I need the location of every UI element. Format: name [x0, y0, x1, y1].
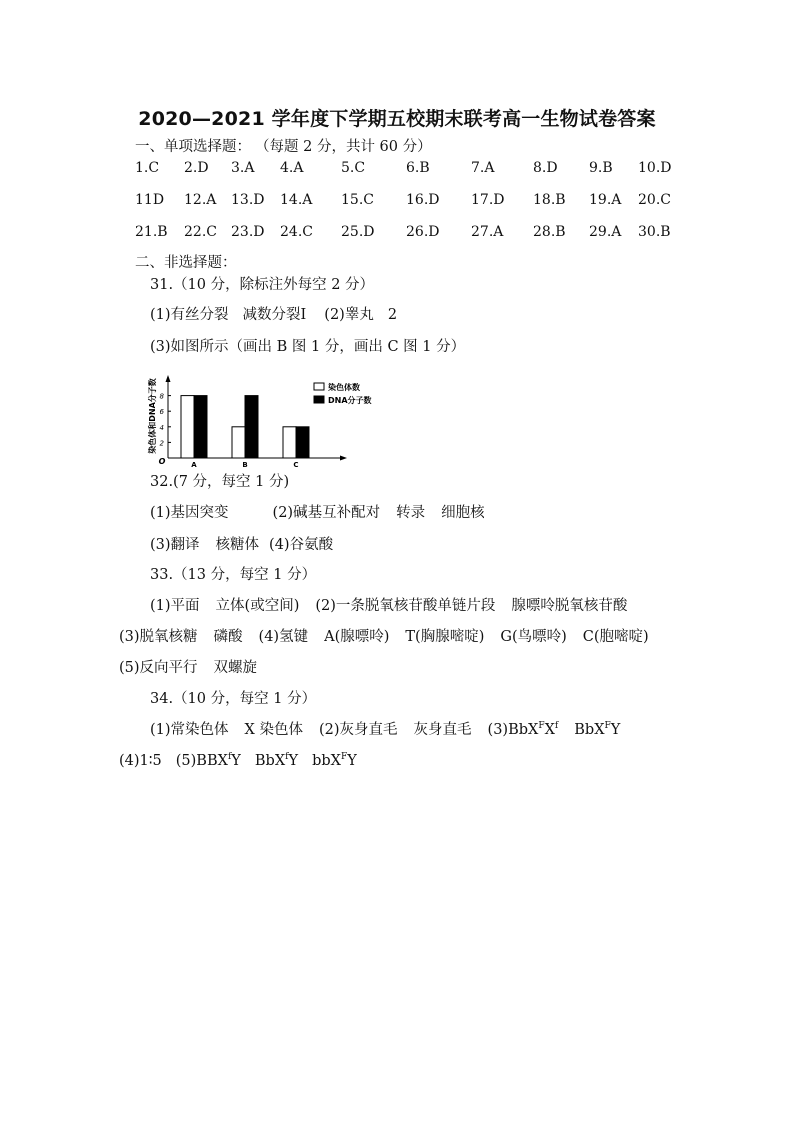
q31-blank-2: 减数分裂Ⅰ	[242, 307, 307, 323]
y-tick-label: 8	[159, 392, 164, 401]
answer-item: 14.A	[280, 192, 313, 208]
x-tick-label: C	[293, 461, 299, 469]
q33-line3	[119, 659, 275, 677]
legend-swatch	[314, 396, 324, 403]
section1-note: （每题 2 分，共计 60 分）	[255, 139, 432, 155]
x-tick-label: B	[242, 461, 248, 469]
q33-blank-9: T(胸腺嘧啶)	[405, 629, 485, 645]
q32-line1	[150, 504, 503, 522]
y-axis-arrow	[166, 375, 171, 382]
q33-blank-6: 磷酸	[213, 629, 243, 645]
q31-blank-1: (1)有丝分裂	[150, 307, 229, 323]
q33-blank-3: (2)一条脱氧核苷酸单链片段	[315, 598, 496, 614]
answer-item: 7.A	[471, 160, 495, 176]
answer-item: 9.B	[589, 160, 613, 176]
x-tick-label: A	[191, 461, 197, 469]
q32-header: 32.(7 分，每空 1 分)	[150, 474, 290, 490]
answer-item: 24.C	[280, 224, 313, 240]
q34-blank-5: $(3)BbX^FX^f$	[487, 721, 559, 738]
q33-blank-11: C(胞嘧啶)	[582, 629, 649, 645]
q34-blank-6: BbX$^F$Y	[574, 721, 621, 738]
q32-blank-4: 细胞核	[441, 505, 485, 521]
answer-item: 8.D	[533, 160, 558, 176]
q34-line2	[119, 752, 357, 770]
q33-blank-13: 双螺旋	[213, 660, 258, 676]
legend-swatch	[314, 383, 324, 390]
bar-a-series-1	[181, 396, 194, 458]
origin-label: O	[158, 457, 166, 466]
bar-chart	[144, 364, 404, 474]
section1-header	[135, 138, 432, 156]
x-axis-arrow	[340, 456, 347, 461]
q34-blank-2: X 染色体	[244, 722, 303, 738]
answer-item: 4.A	[280, 160, 304, 176]
q32-line2	[150, 536, 351, 554]
section1-heading: 一、单项选择题：	[135, 139, 251, 155]
q31-line2: (3)如图所示（画出 B 图 1 分，画出 C 图 1 分）	[150, 339, 466, 355]
answer-item: 18.B	[533, 192, 566, 208]
answer-item: 25.D	[341, 224, 375, 240]
q31-line1	[150, 306, 415, 324]
answer-item: 17.D	[471, 192, 505, 208]
bar-b-series-1	[232, 427, 245, 458]
answer-item: 19.A	[589, 192, 622, 208]
answer-item: 29.A	[589, 224, 622, 240]
answer-item: 15.C	[341, 192, 374, 208]
q32-blank-3: 转录	[396, 505, 426, 521]
answer-item: 5.C	[341, 160, 366, 176]
q31-header: 31.（10 分，除标注外每空 2 分）	[150, 277, 375, 293]
answer-item: 22.C	[184, 224, 217, 240]
q33-blank-2: 立体(或空间)	[215, 598, 300, 614]
q34-blank-9: BbX$^f$Y	[254, 752, 299, 769]
q32-blank-7: (4)谷氨酸	[269, 537, 334, 553]
answer-item: 21.B	[135, 224, 168, 240]
bar-b-series-2	[245, 396, 258, 458]
q33-blank-12: (5)反向平行	[119, 660, 198, 676]
y-tick-label: 4	[159, 423, 164, 432]
answer-item: 13.D	[231, 192, 265, 208]
legend-label: 染色体数	[328, 383, 360, 392]
q34-blank-7: (4)1∶5	[119, 753, 162, 769]
page-title: 2020—2021 学年度下学期五校期末联考高一生物试卷答案	[138, 108, 656, 130]
q33-blank-7: (4)氢键	[258, 629, 309, 645]
legend-label: DNA分子数	[328, 396, 372, 405]
y-tick-label: 6	[159, 408, 164, 417]
q34-blank-8: (5)BBX$^f$Y	[175, 752, 241, 769]
answer-item: 20.C	[638, 192, 671, 208]
answer-item: 12.A	[184, 192, 217, 208]
q34-blank-4: 灰身直毛	[413, 722, 472, 738]
q32-blank-5: (3)翻译	[150, 537, 200, 553]
q33-blank-4: 腺嘌呤脱氧核苷酸	[511, 598, 628, 614]
q32-blank-6: 核糖体	[215, 537, 260, 553]
q34-blank-10: bbX$^F$Y	[312, 752, 357, 769]
answer-item: 30.B	[638, 224, 671, 240]
answer-item: 1.C	[135, 160, 160, 176]
q33-line1	[150, 597, 645, 615]
answer-item: 2.D	[184, 160, 209, 176]
q34-blank-3: (2)灰身直毛	[318, 722, 398, 738]
q34-line1	[150, 721, 620, 739]
q31-blank-3: (2)睾丸	[324, 307, 374, 323]
q33-header: 33.（13 分，每空 1 分）	[150, 567, 317, 583]
q33-blank-1: (1)平面	[150, 598, 200, 614]
answer-item: 3.A	[231, 160, 255, 176]
q33-blank-10: G(鸟嘌呤)	[500, 629, 567, 645]
answer-item: 16.D	[406, 192, 440, 208]
q32-blank-1: (1)基因突变	[150, 505, 229, 521]
q33-blank-8: A(腺嘌呤)	[324, 629, 390, 645]
q32-blank-2: (2)碱基互补配对	[272, 505, 381, 521]
y-tick-label: 2	[159, 439, 164, 448]
y-axis-label: 染色体和DNA分子数	[148, 378, 157, 454]
q33-blank-5: (3)脱氧核糖	[119, 629, 198, 645]
q33-line2	[119, 628, 649, 646]
answer-item: 28.B	[533, 224, 566, 240]
answer-item: 6.B	[406, 160, 430, 176]
answer-item: 23.D	[231, 224, 265, 240]
bar-a-series-2	[194, 396, 207, 458]
section2-heading: 二、非选择题：	[135, 255, 237, 271]
answer-item: 10.D	[638, 160, 672, 176]
q31-blank-4: 2	[387, 307, 398, 323]
answer-item: 27.A	[471, 224, 504, 240]
bar-c-series-1	[283, 427, 296, 458]
q34-blank-1: (1)常染色体	[150, 722, 229, 738]
bar-c-series-2	[296, 427, 309, 458]
q34-header: 34.（10 分，每空 1 分）	[150, 691, 317, 707]
answer-item: 11D	[135, 192, 165, 208]
answer-item: 26.D	[406, 224, 440, 240]
